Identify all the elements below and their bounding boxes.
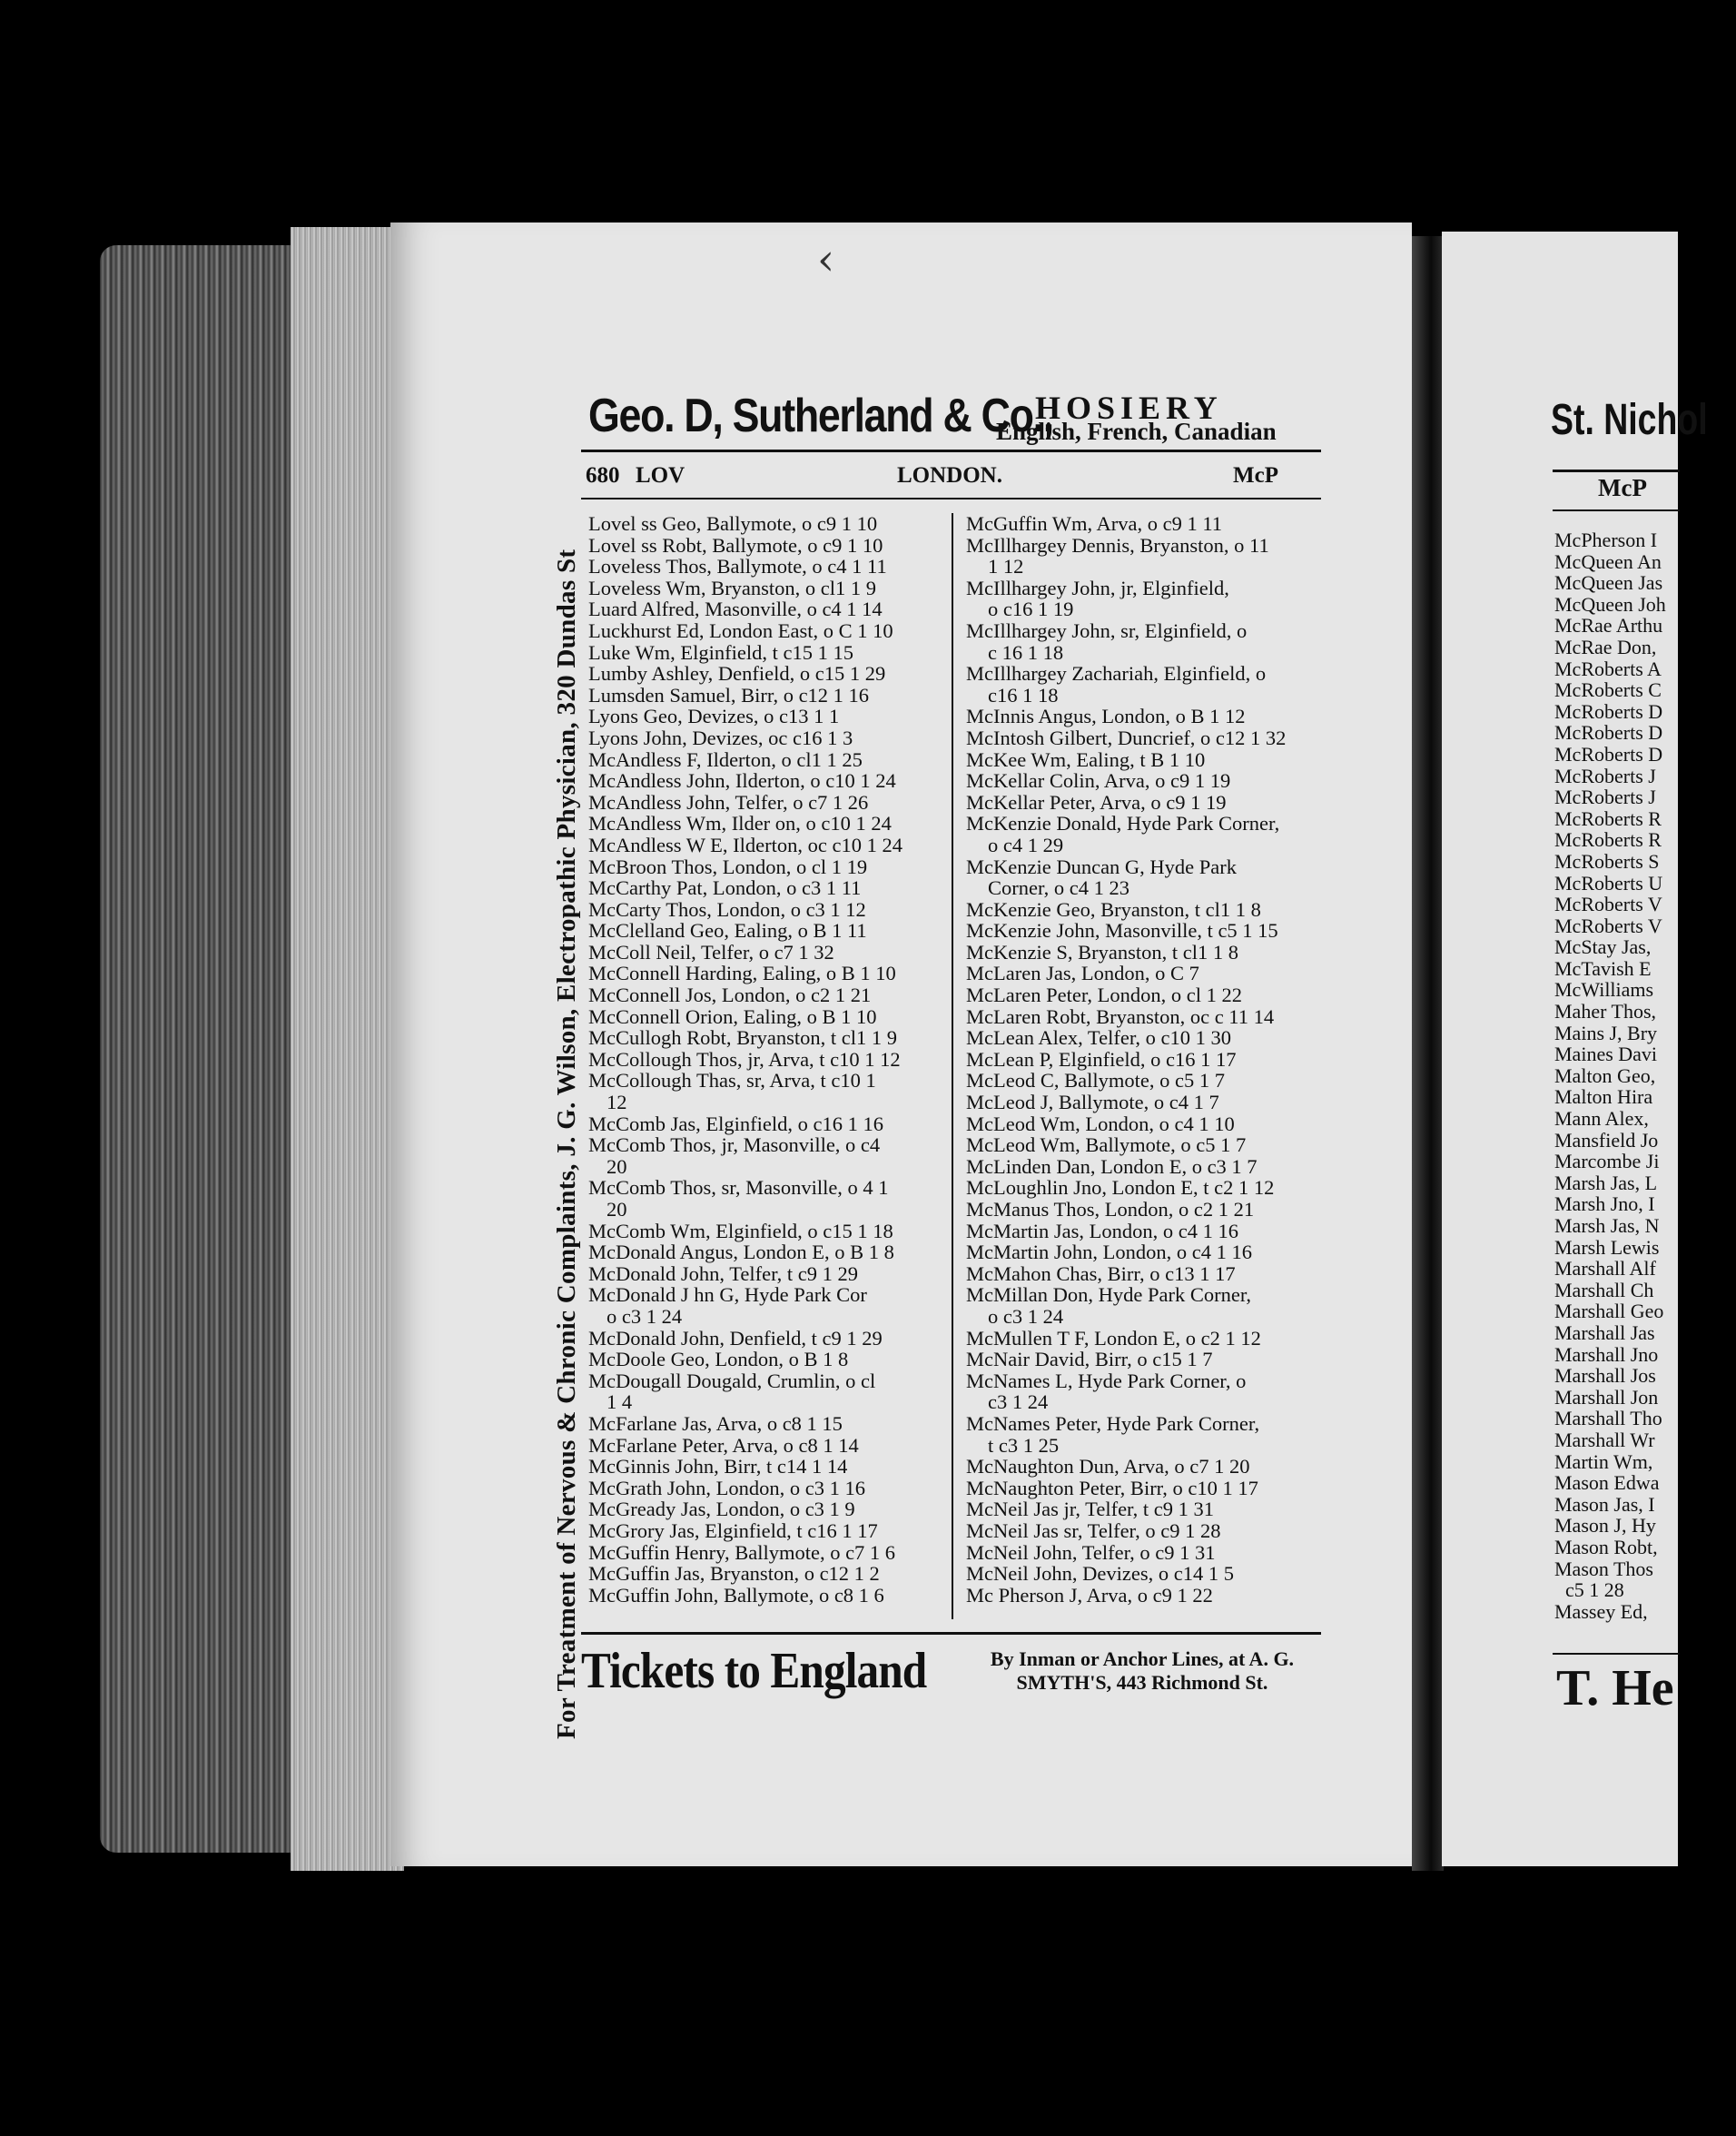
directory-entry: McWilliams	[1554, 978, 1654, 1002]
directory-entry: Luke Wm, Elginfield, t c15 1 15	[588, 640, 854, 664]
directory-entry: c16 1 18	[988, 683, 1059, 707]
directory-entry: Martin Wm,	[1554, 1449, 1653, 1473]
directory-entry: McNames Peter, Hyde Park Corner,	[966, 1411, 1260, 1435]
directory-entry: McDoole Geo, London, o B 1 8	[588, 1348, 849, 1371]
book-gutter	[1412, 236, 1444, 1871]
right-page-entries	[1554, 529, 1736, 1622]
directory-entry: McRoberts R	[1554, 828, 1662, 852]
directory-entry: McIntosh Gilbert, Duncrief, o c12 1 32	[966, 726, 1287, 749]
directory-entry: Massey Ed,	[1554, 1599, 1648, 1623]
directory-entry: McKenzie Duncan G, Hyde Park	[966, 855, 1238, 878]
directory-entry: Mason J, Hy	[1554, 1514, 1656, 1538]
directory-entry: 20	[607, 1198, 627, 1221]
running-city: LONDON.	[897, 463, 1002, 488]
directory-entry: McLean P, Elginfield, o c16 1 17	[966, 1047, 1237, 1071]
directory-entry: McLeod Wm, Ballymote, o c5 1 7	[966, 1133, 1247, 1157]
directory-entry: McAndless W E, Ilderton, oc c10 1 24	[588, 833, 903, 856]
directory-entry: McLeod C, Ballymote, o c5 1 7	[966, 1069, 1225, 1093]
directory-entry: McRoberts A	[1554, 657, 1662, 680]
directory-entry: Marshall Geo	[1554, 1300, 1664, 1323]
firm-name-header: Geo. D, Sutherland & Co.,	[588, 390, 1053, 442]
directory-entry: McCarty Thos, London, o c3 1 12	[588, 897, 866, 921]
directory-entry: McAndless John, Ilderton, o c10 1 24	[588, 769, 896, 793]
directory-entry: McNaughton Peter, Birr, o c10 1 17	[966, 1476, 1258, 1499]
directory-entry: McRoberts C	[1554, 678, 1662, 702]
directory-entry: McNeil Jas sr, Telfer, o c9 1 28	[966, 1518, 1221, 1542]
directory-entry: McRae Don,	[1554, 635, 1657, 658]
tickets-detail-line1: By Inman or Anchor Lines, at A. G.	[990, 1647, 1295, 1670]
directory-entry: McLaren Jas, London, o C 7	[966, 962, 1199, 985]
directory-entry: McGready Jas, London, o c3 1 9	[588, 1498, 855, 1521]
directory-entry: Mc Pherson J, Arva, o c9 1 22	[966, 1583, 1213, 1607]
directory-entry: McMillan Don, Hyde Park Corner,	[966, 1283, 1252, 1307]
directory-entry: McConnell Jos, London, o c2 1 21	[588, 984, 872, 1007]
directory-entry: Mason Jas, I	[1554, 1492, 1655, 1516]
directory-entry: Marshall Jon	[1554, 1385, 1659, 1409]
directory-entry: McLinden Dan, London E, o c3 1 7	[966, 1154, 1258, 1178]
directory-entry: McComb Thos, jr, Masonville, o c4	[588, 1133, 881, 1157]
directory-entry: Luckhurst Ed, London East, o C 1 10	[588, 618, 893, 642]
directory-entry: Lumsden Samuel, Birr, o c12 1 16	[588, 683, 870, 707]
directory-entry: McDonald J hn G, Hyde Park Cor	[588, 1283, 867, 1307]
directory-entry: 12	[607, 1091, 627, 1114]
tickets-headline: Tickets to England	[581, 1643, 927, 1699]
directory-entry: o c3 1 24	[607, 1304, 683, 1328]
running-head-rule	[581, 498, 1321, 499]
directory-entry: McDougall Dougald, Crumlin, o cl	[588, 1369, 876, 1392]
right-footer-rule	[1553, 1653, 1680, 1655]
directory-entry: McCarthy Pat, London, o c3 1 11	[588, 876, 862, 900]
directory-entry: t c3 1 25	[988, 1433, 1060, 1457]
directory-entry: McGrory Jas, Elginfield, t c16 1 17	[588, 1518, 878, 1542]
directory-entry: McRoberts D	[1554, 742, 1663, 766]
directory-entry: Loveless Wm, Bryanston, o cl1 1 9	[588, 576, 877, 599]
directory-entry: McNames L, Hyde Park Corner, o	[966, 1369, 1247, 1392]
hosiery-header: HOSIERY	[1035, 390, 1223, 426]
tickets-detail-line2: SMYTH'S, 443 Richmond St.	[1016, 1671, 1268, 1694]
directory-entry: Marsh Jas, L	[1554, 1171, 1658, 1194]
directory-entry: McRoberts S	[1554, 849, 1660, 873]
directory-entry: o c16 1 19	[988, 598, 1074, 621]
directory-entry: McRoberts R	[1554, 806, 1662, 830]
footer-rule	[581, 1632, 1321, 1635]
directory-entry: Marshall Jas	[1554, 1320, 1655, 1344]
directory-entry: Corner, o c4 1 23	[988, 876, 1129, 900]
directory-entry: Malton Geo,	[1554, 1063, 1656, 1087]
directory-entry: McColl Neil, Telfer, o c7 1 32	[588, 940, 834, 964]
directory-entry: McNeil John, Devizes, o c14 1 5	[966, 1562, 1234, 1586]
directory-entry: McPherson I	[1554, 529, 1658, 551]
ink-mark: ‹	[817, 234, 835, 285]
column-divider	[952, 513, 953, 1619]
directory-entry: McLeod J, Ballymote, o c4 1 7	[966, 1091, 1219, 1114]
book-page-stack	[291, 227, 404, 1871]
directory-entry: 20	[607, 1154, 627, 1178]
header-rule	[581, 450, 1321, 452]
directory-entry: McMartin John, London, o c4 1 16	[966, 1241, 1252, 1264]
directory-entry: McInnis Angus, London, o B 1 12	[966, 705, 1246, 728]
directory-entry: Mason Thos	[1554, 1557, 1653, 1580]
directory-entry: McIllhargey Zachariah, Elginfield, o	[966, 662, 1267, 686]
directory-entry: Marshall Wr	[1554, 1428, 1655, 1451]
directory-entry: Marcombe Ji	[1554, 1150, 1660, 1173]
directory-entry: McIllhargey John, sr, Elginfield, o	[966, 618, 1248, 642]
directory-entry: McGrath John, London, o c3 1 16	[588, 1476, 865, 1499]
directory-entry: McRoberts D	[1554, 721, 1663, 745]
directory-entry: Mason Robt,	[1554, 1535, 1658, 1558]
right-running-head: McP	[1598, 474, 1647, 501]
directory-entry: Malton Hira	[1554, 1085, 1653, 1109]
directory-entry: Luard Alfred, Masonville, o c4 1 14	[588, 598, 883, 621]
directory-entry: Marsh Lewis	[1554, 1235, 1660, 1259]
directory-entry: Lyons John, Devizes, oc c16 1 3	[588, 726, 853, 749]
page-number: 680	[586, 463, 620, 488]
directory-entry: 1 4	[607, 1390, 633, 1414]
directory-entry: McKenzie Geo, Bryanston, t cl1 1 8	[966, 897, 1261, 921]
right-page-header: St. Nichol	[1551, 396, 1708, 444]
directory-entry: McNair David, Birr, o c15 1 7	[966, 1348, 1213, 1371]
directory-entry: 1 12	[988, 555, 1024, 578]
directory-entry: McComb Wm, Elginfield, o c15 1 18	[588, 1219, 893, 1242]
directory-entry: McNaughton Dun, Arva, o c7 1 20	[966, 1455, 1250, 1478]
directory-entry: McQueen Jas	[1554, 571, 1663, 595]
directory-entry: McNeil Jas jr, Telfer, t c9 1 31	[966, 1498, 1215, 1521]
right-page-footer: T. He	[1556, 1660, 1674, 1716]
directory-entry: McMahon Chas, Birr, o c13 1 17	[966, 1261, 1236, 1285]
directory-entry: McMartin Jas, London, o c4 1 16	[966, 1219, 1238, 1242]
directory-entry: Mains J, Bry	[1554, 1021, 1658, 1044]
directory-entry: c 16 1 18	[988, 640, 1064, 664]
right-running-rule	[1553, 509, 1680, 511]
directory-entry: McGuffin Jas, Bryanston, o c12 1 2	[588, 1562, 880, 1586]
directory-entry: McLaren Peter, London, o cl 1 22	[966, 984, 1243, 1007]
directory-entry: Mann Alex,	[1554, 1107, 1649, 1131]
tickets-detail	[961, 1647, 1324, 1695]
directory-entry: McLeod Wm, London, o c4 1 10	[966, 1112, 1235, 1135]
directory-entry: Marshall Alf	[1554, 1257, 1656, 1281]
directory-entry: McMullen T F, London E, o c2 1 12	[966, 1326, 1261, 1350]
last-key: McP	[1233, 463, 1278, 488]
directory-entry: McTavish E	[1554, 956, 1652, 980]
directory-entry: McCollough Thos, jr, Arva, t c10 1 12	[588, 1047, 901, 1071]
directory-entry: Lovel ss Geo, Ballymote, o c9 1 10	[588, 512, 878, 535]
directory-entry: McRoberts V	[1554, 893, 1662, 916]
directory-entry: McGinnis John, Birr, t c14 1 14	[588, 1455, 848, 1478]
directory-entry: McQueen Joh	[1554, 592, 1666, 616]
directory-entry: McIllhargey John, jr, Elginfield,	[966, 576, 1229, 599]
directory-entry: c3 1 24	[988, 1390, 1049, 1414]
directory-entry: Marsh Jno, I	[1554, 1192, 1655, 1216]
directory-entry: McBroon Thos, London, o cl 1 19	[588, 855, 868, 878]
directory-entry: McRoberts J	[1554, 764, 1656, 787]
directory-entry: McAndless Wm, Ilder on, o c10 1 24	[588, 812, 892, 836]
directory-left-column	[588, 513, 970, 1606]
directory-entry: McKenzie S, Bryanston, t cl1 1 8	[966, 940, 1238, 964]
directory-entry: McNeil John, Telfer, o c9 1 31	[966, 1540, 1216, 1564]
directory-entry: McGuffin Henry, Ballymote, o c7 1 6	[588, 1540, 896, 1564]
directory-entry: o c4 1 29	[988, 833, 1064, 856]
directory-entry: o c3 1 24	[988, 1304, 1064, 1328]
directory-entry: Lyons Geo, Devizes, o c13 1 1	[588, 705, 840, 728]
directory-entry: McManus Thos, London, o c2 1 21	[966, 1198, 1255, 1221]
directory-entry: Lumby Ashley, Denfield, o c15 1 29	[588, 662, 886, 686]
directory-entry: McKee Wm, Ealing, t B 1 10	[966, 747, 1206, 771]
directory-entry: McDonald John, Telfer, t c9 1 29	[588, 1261, 859, 1285]
right-page	[1442, 232, 1708, 1866]
directory-entry: McConnell Harding, Ealing, o B 1 10	[588, 962, 896, 985]
directory-entry: McFarlane Peter, Arva, o c8 1 14	[588, 1433, 859, 1457]
directory-entry: McKellar Peter, Arva, o c9 1 19	[966, 790, 1227, 814]
directory-entry: Marsh Jas, N	[1554, 1214, 1660, 1237]
side-advertisement: For Treatment of Nervous & Chronic Complaints, J. G. Wilson, Electropathic Physician, 320 Dundas St	[552, 549, 581, 1739]
directory-entry: Maher Thos,	[1554, 1000, 1657, 1024]
directory-entry: McKellar Colin, Arva, o c9 1 19	[966, 769, 1231, 793]
directory-entry: Lovel ss Robt, Ballymote, o c9 1 10	[588, 533, 883, 557]
directory-entry: McClelland Geo, Ealing, o B 1 11	[588, 919, 867, 943]
directory-entry: McStay Jas,	[1554, 935, 1652, 959]
hosiery-detail: English, French, Canadian	[996, 418, 1277, 445]
directory-entry: McFarlane Jas, Arva, o c8 1 15	[588, 1411, 843, 1435]
directory-entry: Mansfield Jo	[1554, 1128, 1659, 1152]
directory-entry: McConnell Orion, Ealing, o B 1 10	[588, 1004, 877, 1028]
directory-entry: McQueen An	[1554, 549, 1662, 573]
directory-entry: McDonald Angus, London E, o B 1 8	[588, 1241, 894, 1264]
directory-entry: McComb Jas, Elginfield, o c16 1 16	[588, 1112, 883, 1135]
directory-entry: McKenzie John, Masonville, t c5 1 15	[966, 919, 1278, 943]
directory-entry: McAndless John, Telfer, o c7 1 26	[588, 790, 869, 814]
directory-entry: Maines Davi	[1554, 1043, 1658, 1066]
directory-entry: McRae Arthu	[1554, 614, 1663, 638]
directory-entry: Marshall Tho	[1554, 1407, 1662, 1430]
directory-entry: McLoughlin Jno, London E, t c2 1 12	[966, 1176, 1275, 1200]
directory-entry: McRoberts J	[1554, 786, 1656, 809]
directory-entry: Marshall Jno	[1554, 1342, 1659, 1366]
directory-entry: McDonald John, Denfield, t c9 1 29	[588, 1326, 883, 1350]
directory-right-column	[966, 513, 1347, 1606]
directory-entry: McRoberts U	[1554, 871, 1663, 895]
directory-entry: Loveless Thos, Ballymote, o c4 1 11	[588, 555, 887, 578]
directory-entry: McComb Thos, sr, Masonville, o 4 1	[588, 1176, 889, 1200]
directory-entry: Marshall Ch	[1554, 1278, 1654, 1301]
directory-entry: McCollough Thas, sr, Arva, t c10 1	[588, 1069, 876, 1093]
directory-entry: McGuffin John, Ballymote, o c8 1 6	[588, 1583, 884, 1607]
directory-entry: McRoberts V	[1554, 914, 1662, 937]
directory-entry: McLean Alex, Telfer, o c10 1 30	[966, 1026, 1232, 1050]
first-key: LOV	[636, 463, 686, 488]
directory-entry: McAndless F, Ilderton, o cl1 1 25	[588, 747, 863, 771]
right-header-rule	[1553, 470, 1680, 472]
directory-entry: McCullogh Robt, Bryanston, t cl1 1 9	[588, 1026, 897, 1050]
directory-entry: Mason Edwa	[1554, 1471, 1660, 1495]
directory-entry: McLaren Robt, Bryanston, oc c 11 14	[966, 1004, 1275, 1028]
directory-entry: Marshall Jos	[1554, 1364, 1656, 1388]
directory-entry: McGuffin Wm, Arva, o c9 1 11	[966, 512, 1223, 535]
directory-entry: McRoberts D	[1554, 699, 1663, 723]
directory-entry: McKenzie Donald, Hyde Park Corner,	[966, 812, 1280, 836]
directory-entry: McIllhargey Dennis, Bryanston, o 11	[966, 533, 1269, 557]
directory-entry: c5 1 28	[1565, 1578, 1624, 1602]
